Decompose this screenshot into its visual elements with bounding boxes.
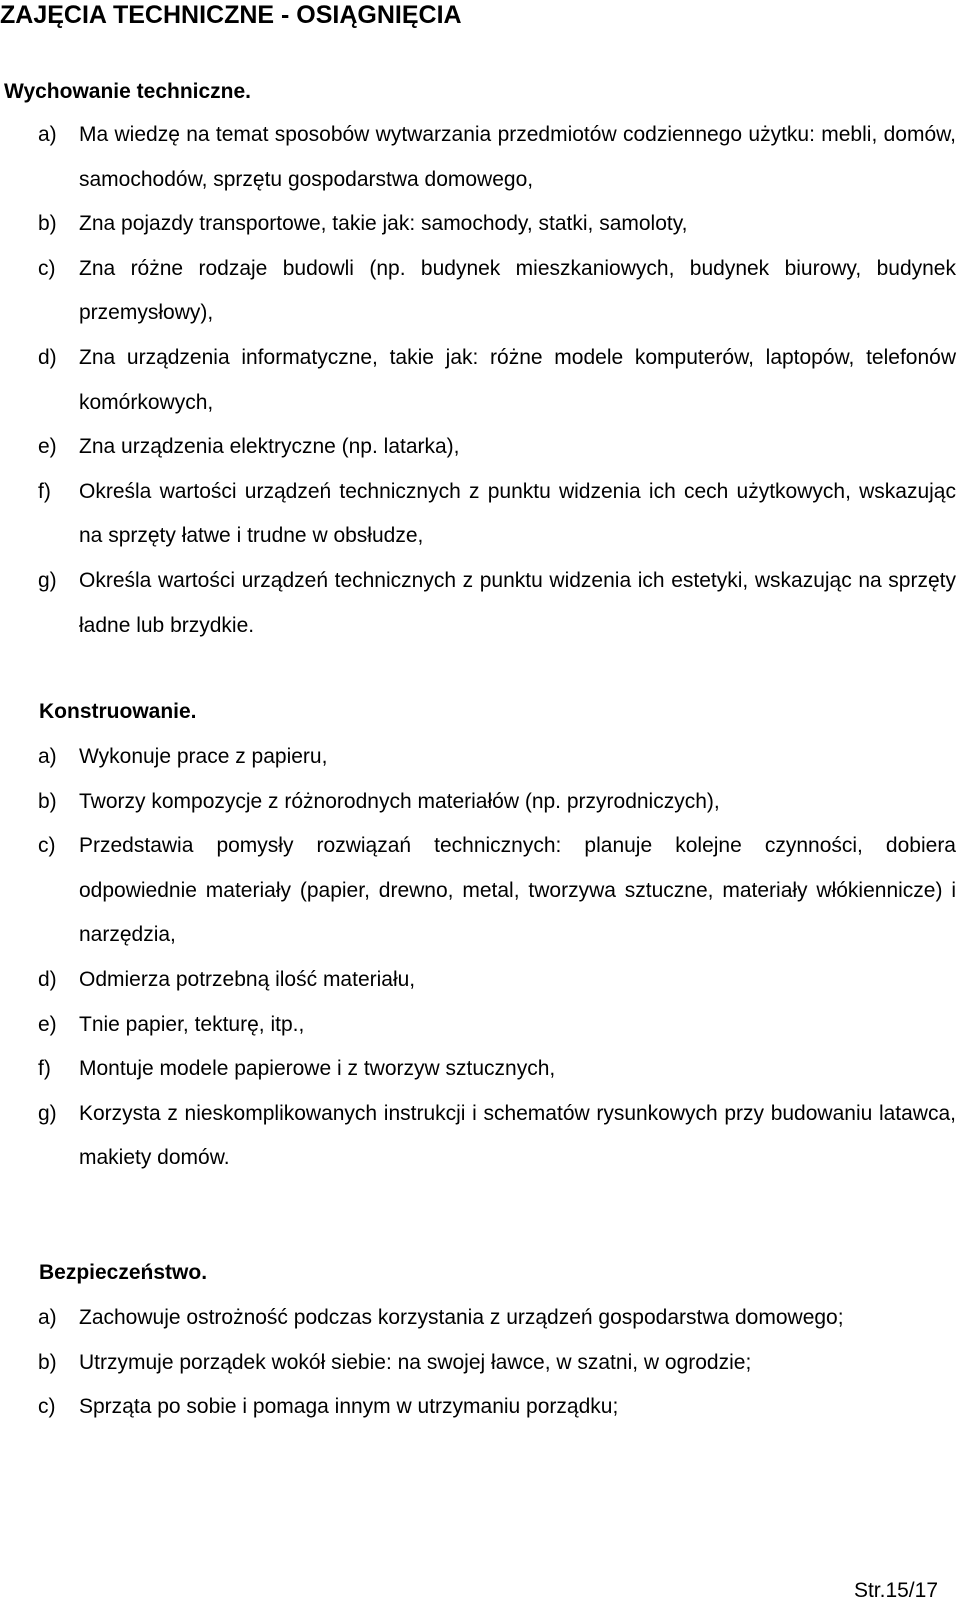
list-item — [0, 958, 960, 1003]
list-item — [0, 1385, 960, 1430]
list-item — [0, 113, 960, 202]
list-item — [0, 1092, 960, 1181]
list-item — [0, 559, 960, 648]
item-text: Korzysta z nieskomplikowanych instrukcji i schematów rysunkowych przy budowaniu latawca, makiety domów. — [79, 1101, 956, 1170]
page-title: ZAJĘCIA TECHNICZNE - OSIĄGNIĘCIA — [0, 1, 462, 29]
item-letter: g) — [38, 568, 57, 592]
item-text: Utrzymuje porządek wokół siebie: na swojej ławce, w szatni, w ogrodzie; — [79, 1350, 752, 1374]
item-letter: e) — [38, 435, 57, 459]
item-list — [0, 1296, 960, 1430]
list-item — [0, 1003, 960, 1048]
list-item — [0, 202, 960, 247]
section-heading: Konstruowanie. — [39, 700, 197, 723]
item-letter: a) — [38, 123, 57, 146]
list-item — [0, 824, 960, 958]
item-letter: f) — [38, 479, 51, 503]
item-list — [0, 735, 960, 1181]
item-text: Określa wartości urządzeń technicznych z punktu widzenia ich cech użytkowych, wskazując na sprzęty łatwe i trudne w obsłudze, — [79, 479, 956, 548]
list-item — [0, 735, 960, 780]
list-item — [0, 336, 960, 425]
item-text: Określa wartości urządzeń technicznych z punktu widzenia ich estetyki, wskazując na sprzęty ładne lub brzydkie. — [79, 568, 956, 637]
list-item — [0, 1047, 960, 1092]
item-letter: c) — [38, 834, 56, 858]
section-wychowanie-techniczne — [0, 79, 960, 648]
item-letter: e) — [38, 1012, 57, 1036]
item-letter: b) — [38, 789, 57, 813]
item-text: Zna urządzenia elektryczne (np. latarka), — [79, 435, 460, 459]
item-letter: d) — [38, 967, 57, 991]
item-text: Ma wiedzę na temat sposobów wytwarzania przedmiotów codziennego użytku: mebli, domów, samochodów, sprzętu gospodarstwa domowego, — [79, 123, 956, 191]
item-text: Montuje modele papierowe i z tworzyw sztucznych, — [79, 1057, 556, 1081]
section-heading: Wychowanie techniczne. — [4, 80, 252, 103]
item-letter: f) — [38, 1057, 51, 1081]
item-text: Tworzy kompozycje z różnorodnych materiałów (np. przyrodniczych), — [79, 789, 720, 813]
item-letter: c) — [38, 1395, 56, 1419]
list-item — [0, 247, 960, 336]
section-heading: Bezpieczeństwo. — [39, 1261, 208, 1284]
item-text: Zna urządzenia informatyczne, takie jak: różne modele komputerów, laptopów, telefonów komórkowych, — [79, 345, 956, 414]
item-text: Zna pojazdy transportowe, takie jak: samochody, statki, samoloty, — [79, 212, 688, 236]
item-text: Sprząta po sobie i pomaga innym w utrzymaniu porządku; — [79, 1395, 619, 1419]
item-text: Odmierza potrzebną ilość materiału, — [79, 967, 416, 991]
item-letter: a) — [38, 745, 57, 768]
item-letter: d) — [38, 345, 57, 369]
item-letter: b) — [38, 1350, 57, 1374]
section-konstruowanie — [0, 699, 960, 1181]
list-item — [0, 780, 960, 825]
item-text: Zna różne rodzaje budowli (np. budynek mieszkaniowych, budynek biurowy, budynek przemysłowy), — [79, 256, 956, 325]
item-text: Tnie papier, tekturę, itp., — [79, 1012, 305, 1036]
section-bezpieczenstwo — [0, 1260, 960, 1430]
item-text: Wykonuje prace z papieru, — [79, 745, 328, 768]
page-number: Str.15/17 — [853, 1579, 938, 1602]
item-letter: b) — [38, 212, 57, 236]
list-item — [0, 1296, 960, 1341]
item-letter: c) — [38, 256, 56, 280]
list-item — [0, 1341, 960, 1386]
item-list — [0, 113, 960, 648]
item-text: Przedstawia pomysły rozwiązań technicznych: planuje kolejne czynności, dobiera odpowiednie materiały (papier, drewno, metal, tworzywa sztuczne, materiały włókiennicze) i narzędzia, — [79, 834, 956, 947]
item-letter: g) — [38, 1101, 57, 1125]
list-item — [0, 425, 960, 470]
list-item — [0, 470, 960, 559]
item-text: Zachowuje ostrożność podczas korzystania z urządzeń gospodarstwa domowego; — [79, 1306, 844, 1329]
item-letter: a) — [38, 1306, 57, 1329]
